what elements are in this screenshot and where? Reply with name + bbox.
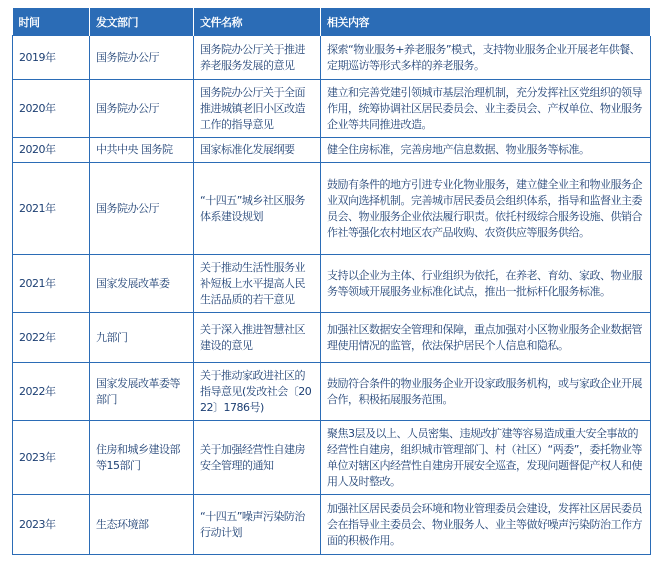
header-year: 时间 bbox=[13, 8, 90, 36]
cell-content: 鼓励有条件的地方引进专业化物业服务，建立健全业主和物业服务企业双向选择机制。完善城市居民委员会组织体系，指导和监督业主委员会、物业服务企业依法履行职责。依托村级综合服务设施、供销合作社等强化农村地区农产品收购、农资供应等服务供给。 bbox=[321, 163, 651, 255]
cell-department: 住房和城乡建设部等15部门 bbox=[90, 421, 194, 495]
cell-year: 2020年 bbox=[13, 80, 90, 138]
cell-department: 九部门 bbox=[90, 313, 194, 363]
cell-content: 建立和完善党建引领城市基层治理机制，充分发挥社区党组织的领导作用，统筹协调社区居民委员会、业主委员会、产权单位、物业服务企业等共同推进改造。 bbox=[321, 80, 651, 138]
cell-content: 探索“物业服务+养老服务”模式，支持物业服务企业开展老年供餐、定期巡访等形式多样的养老服务。 bbox=[321, 36, 651, 80]
table-row bbox=[13, 36, 651, 80]
cell-document: “十四五”噪声污染防治行动计划 bbox=[194, 495, 321, 555]
table-row bbox=[13, 80, 651, 138]
cell-document: 关于推动家政进社区的指导意见(发改社会〔2022〕1786号) bbox=[194, 363, 321, 421]
cell-year: 2022年 bbox=[13, 363, 90, 421]
cell-department: 国家发展改革委 bbox=[90, 255, 194, 313]
header-row bbox=[13, 8, 651, 36]
table-row bbox=[13, 138, 651, 163]
cell-content: 支持以企业为主体、行业组织为依托，在养老、育幼、家政、物业服务等领域开展服务业标准化试点，推出一批标杆化服务标准。 bbox=[321, 255, 651, 313]
cell-year: 2019年 bbox=[13, 36, 90, 80]
policy-table bbox=[12, 8, 651, 555]
cell-content: 聚焦3层及以上、人员密集、违规改扩建等容易造成重大安全事故的经营性自建房，组织城市管理部门、村（社区）“两委”，委托物业等单位对辖区内经营性自建房开展安全巡查，发现问题督促产权人和使用人及时整改。 bbox=[321, 421, 651, 495]
cell-department: 国务院办公厅 bbox=[90, 36, 194, 80]
cell-document: “十四五”城乡社区服务体系建设规划 bbox=[194, 163, 321, 255]
cell-content: 加强社区居民委员会环境和物业管理委员会建设，发挥社区居民委员会在指导业主委员会、物业服务人、业主等做好噪声污染防治工作方面的积极作用。 bbox=[321, 495, 651, 555]
table-row bbox=[13, 421, 651, 495]
table-row bbox=[13, 363, 651, 421]
header-department: 发文部门 bbox=[90, 8, 194, 36]
cell-year: 2022年 bbox=[13, 313, 90, 363]
cell-document: 关于加强经营性自建房安全管理的通知 bbox=[194, 421, 321, 495]
cell-document: 国家标准化发展纲要 bbox=[194, 138, 321, 163]
cell-document: 关于推动生活性服务业补短板上水平提高人民生活品质的若干意见 bbox=[194, 255, 321, 313]
cell-department: 国务院办公厅 bbox=[90, 80, 194, 138]
cell-year: 2023年 bbox=[13, 421, 90, 495]
cell-department: 生态环境部 bbox=[90, 495, 194, 555]
cell-department: 中共中央 国务院 bbox=[90, 138, 194, 163]
cell-document: 国务院办公厅关于全面推进城镇老旧小区改造工作的指导意见 bbox=[194, 80, 321, 138]
table-row bbox=[13, 313, 651, 363]
header-content: 相关内容 bbox=[321, 8, 651, 36]
table-row bbox=[13, 163, 651, 255]
table-row bbox=[13, 255, 651, 313]
cell-year: 2021年 bbox=[13, 163, 90, 255]
table-row bbox=[13, 495, 651, 555]
cell-department: 国家发展改革委等部门 bbox=[90, 363, 194, 421]
cell-department: 国务院办公厅 bbox=[90, 163, 194, 255]
cell-content: 加强社区数据安全管理和保障，重点加强对小区物业服务企业数据管理使用情况的监管，依法保护居民个人信息和隐私。 bbox=[321, 313, 651, 363]
cell-year: 2020年 bbox=[13, 138, 90, 163]
cell-year: 2021年 bbox=[13, 255, 90, 313]
cell-document: 国务院办公厅关于推进养老服务发展的意见 bbox=[194, 36, 321, 80]
cell-document: 关于深入推进智慧社区建设的意见 bbox=[194, 313, 321, 363]
cell-content: 鼓励符合条件的物业服务企业开设家政服务机构，或与家政企业开展合作，积极拓展服务范围。 bbox=[321, 363, 651, 421]
header-document: 文件名称 bbox=[194, 8, 321, 36]
cell-year: 2023年 bbox=[13, 495, 90, 555]
cell-content: 健全住房标准，完善房地产信息数据、物业服务等标准。 bbox=[321, 138, 651, 163]
